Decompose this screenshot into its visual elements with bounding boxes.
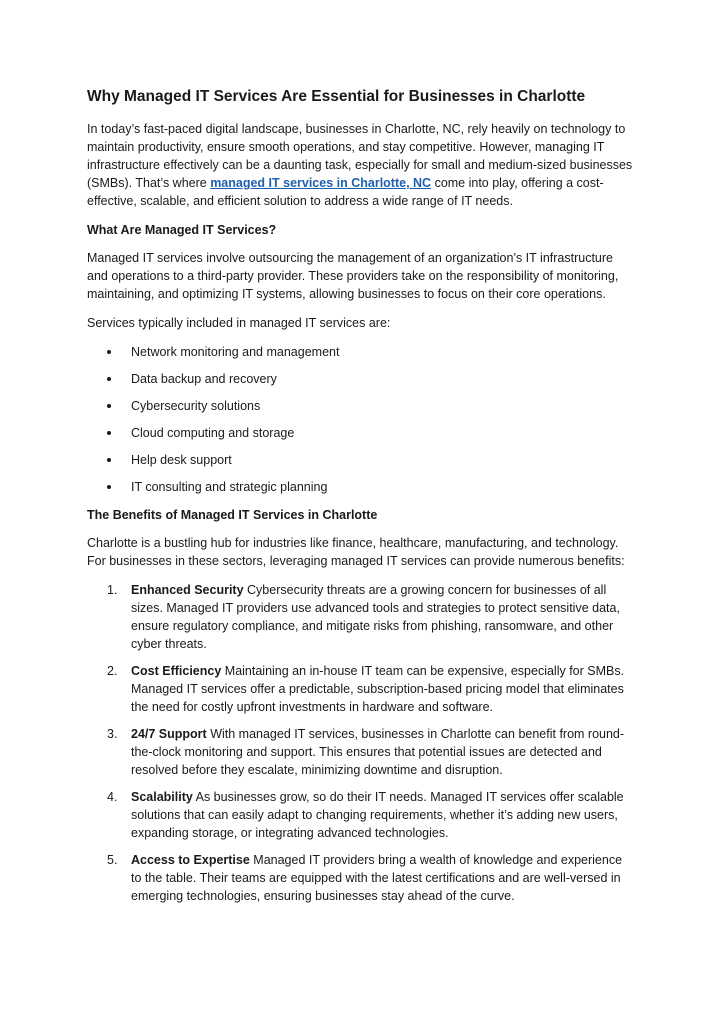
list-item-text: Network monitoring and management [131, 345, 340, 359]
bullet-icon [107, 350, 111, 354]
services-list [87, 343, 635, 496]
benefit-number: 3. [107, 727, 118, 741]
list-item [87, 451, 635, 469]
benefit-number: 5. [107, 853, 118, 867]
benefit-term: Scalability [131, 790, 193, 804]
bullet-icon [107, 458, 111, 462]
benefit-text: Cybersecurity threats are a growing concern for businesses of all sizes. Managed IT providers use advanced tools and strategies to protect sensitive data, ensure regulatory compliance, and mitigate risks from phishing, ransomware, and other cyber threats. [131, 583, 620, 651]
list-item [87, 343, 635, 361]
benefit-number: 4. [107, 790, 118, 804]
section1-paragraph: Managed IT services involve outsourcing the management of an organization’s IT infrastructure and operations to a third-party provider. These providers take on the responsibility of monitoring, maintaining, and optimizing IT systems, allowing businesses to focus on their core operations. [87, 251, 619, 301]
section2-paragraph: Charlotte is a bustling hub for industries like finance, healthcare, manufacturing, and technology. For businesses in these sectors, leveraging managed IT services can provide numerous benefits: [87, 536, 625, 568]
benefit-item [87, 851, 635, 905]
benefit-term: Enhanced Security [131, 583, 244, 597]
bullet-icon [107, 404, 111, 408]
benefits-list [87, 581, 635, 905]
benefit-term: Cost Efficiency [131, 664, 222, 678]
benefit-number: 2. [107, 664, 118, 678]
list-item [87, 370, 635, 388]
bullet-icon [107, 485, 111, 489]
benefit-item [87, 581, 635, 653]
bullet-icon [107, 377, 111, 381]
list-item [87, 424, 635, 442]
services-list-intro: Services typically included in managed IT services are: [87, 316, 391, 330]
document-page [87, 86, 635, 914]
list-item-text: Data backup and recovery [131, 372, 277, 386]
section-heading-benefits: The Benefits of Managed IT Services in Charlotte [87, 508, 378, 522]
managed-it-services-link[interactable]: managed IT services in Charlotte, NC [210, 176, 432, 190]
benefit-text: Maintaining an in-house IT team can be expensive, especially for SMBs. Managed IT services offer a predictable, subscription-based pricing model that eliminates the need for costly upfront investments in hardware and software. [131, 664, 625, 714]
benefit-term: Access to Expertise [131, 853, 250, 867]
intro-text-before-link: In today’s fast-paced digital landscape, businesses in Charlotte, NC, rely heavily on technology to maintain productivity, ensure smooth operations, and stay competitive. However, managing IT infrastructure effectively can be a daunting task, especially for small and medium-sized businesses (SMBs). That’s where [87, 122, 633, 190]
intro-paragraph [87, 120, 635, 210]
benefit-item [87, 725, 635, 779]
section-heading-what-are: What Are Managed IT Services? [87, 223, 277, 237]
benefit-item [87, 662, 635, 716]
benefit-item [87, 788, 635, 842]
bullet-icon [107, 431, 111, 435]
benefit-text: As businesses grow, so do their IT needs. Managed IT services offer scalable solutions that can easily adapt to changing requirements, whether it’s adding new users, expanding storage, or integrating advanced technologies. [131, 790, 624, 840]
list-item-text: Cloud computing and storage [131, 426, 295, 440]
list-item-text: IT consulting and strategic planning [131, 480, 328, 494]
page-title: Why Managed IT Services Are Essential for Businesses in Charlotte [87, 88, 586, 105]
benefit-text: With managed IT services, businesses in Charlotte can benefit from round-the-clock monitoring and support. This ensures that potential issues are detected and resolved before they escalate, minimizing downtime and disruption. [131, 727, 625, 777]
intro-text-after-link: come into play, offering a cost-effective, scalable, and efficient solution to address a wide range of IT needs. [87, 176, 604, 208]
list-item [87, 478, 635, 496]
benefit-text: Managed IT providers bring a wealth of knowledge and experience to the table. Their teams are equipped with the latest certifications and are well-versed in emerging technologies, ensuring businesses stay ahead of the curve. [131, 853, 623, 903]
list-item-text: Cybersecurity solutions [131, 399, 261, 413]
list-item [87, 397, 635, 415]
list-item-text: Help desk support [131, 453, 232, 467]
benefit-term: 24/7 Support [131, 727, 207, 741]
benefit-number: 1. [107, 583, 118, 597]
